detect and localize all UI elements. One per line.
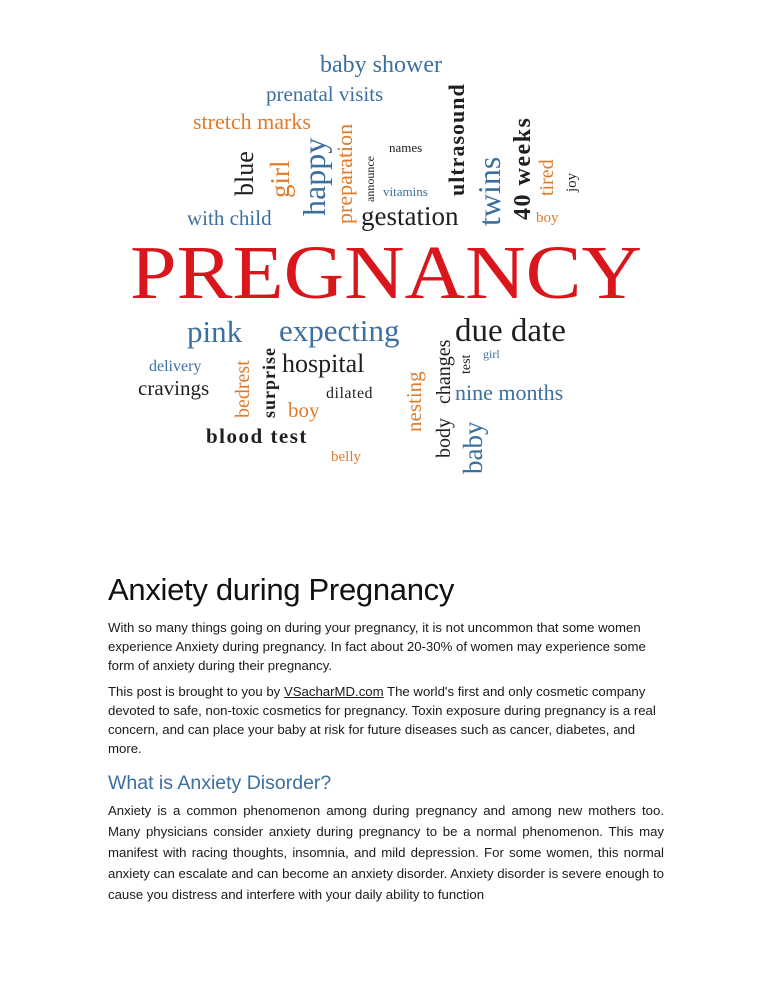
word-with-child: with child — [187, 206, 272, 230]
word-tired: tired — [536, 159, 558, 196]
word-gestation: gestation — [361, 201, 459, 231]
word-ultrasound: ultrasound — [444, 83, 469, 196]
word-bedrest: bedrest — [232, 360, 254, 418]
word-40-weeks: 40 weeks — [510, 116, 536, 220]
sponsor-text-before: This post is brought to you by — [108, 684, 284, 699]
word-boy-top: boy — [536, 210, 559, 226]
word-blood-test: blood test — [206, 424, 308, 448]
word-hospital: hospital — [282, 349, 365, 378]
word-baby-shower: baby shower — [320, 52, 442, 78]
word-twins: twins — [471, 156, 507, 226]
word-boy-bottom: boy — [288, 398, 320, 422]
word-pink: pink — [187, 314, 243, 349]
word-expecting: expecting — [279, 313, 400, 348]
word-test-small: test — [459, 354, 474, 374]
word-happy: happy — [296, 137, 332, 216]
word-nesting: nesting — [402, 371, 426, 432]
word-changes: changes — [433, 339, 455, 404]
word-stretch-marks: stretch marks — [193, 109, 311, 134]
word-joy: joy — [564, 172, 580, 192]
word-pregnancy: PREGNANCY — [130, 231, 642, 315]
word-blue: blue — [230, 151, 259, 196]
word-surprise: surprise — [259, 347, 279, 418]
word-prenatal-visits: prenatal visits — [266, 82, 384, 106]
word-girl-top: girl — [265, 160, 295, 198]
word-baby: baby — [458, 421, 488, 474]
word-girl-bottom: girl — [483, 347, 500, 361]
sponsor-link[interactable]: VSacharMD.com — [283, 684, 384, 699]
word-nine-months: nine months — [455, 380, 564, 405]
word-due-date: due date — [455, 313, 566, 349]
word-cravings: cravings — [138, 376, 210, 400]
word-preparation: preparation — [332, 123, 357, 224]
sponsor-text-after: The world's first and only cosmetic company devoted to safe, non-toxic cosmetics for pregnancy. Toxin exposure during pregnancy is a real concern, and can place your baby at risk for future diseases such as cancer, diabetes, and more. — [108, 684, 656, 756]
sponsor-paragraph — [108, 682, 664, 758]
word-names: names — [389, 140, 423, 155]
word-delivery: delivery — [149, 358, 202, 375]
body-paragraph: Anxiety is a common phenomenon among during pregnancy and among new mothers too. Many physicians consider anxiety during pregnancy to be a normal phenomenon. This may manifest with racing thoughts, insomnia, and mild depression. For some women, this normal anxiety can escalate and can become an anxiety disorder. Anxiety disorder is severe enough to cause you distress and interfere with your daily ability to function — [108, 803, 664, 902]
intro-paragraph: With so many things going on during your pregnancy, it is not uncommon that some women experience Anxiety during pregnancy. In fact about 20-30% of women may experience some form of anxiety during their pregnancy. — [108, 620, 646, 673]
word-body: body — [433, 418, 455, 458]
word-announce: announce — [363, 156, 377, 202]
word-dilated: dilated — [326, 385, 374, 402]
word-vitamins: vitamins — [383, 184, 428, 199]
article — [108, 570, 664, 905]
word-belly: belly — [331, 449, 361, 465]
page-title: Anxiety during Pregnancy — [108, 572, 455, 607]
section-heading: What is Anxiety Disorder? — [108, 772, 332, 794]
